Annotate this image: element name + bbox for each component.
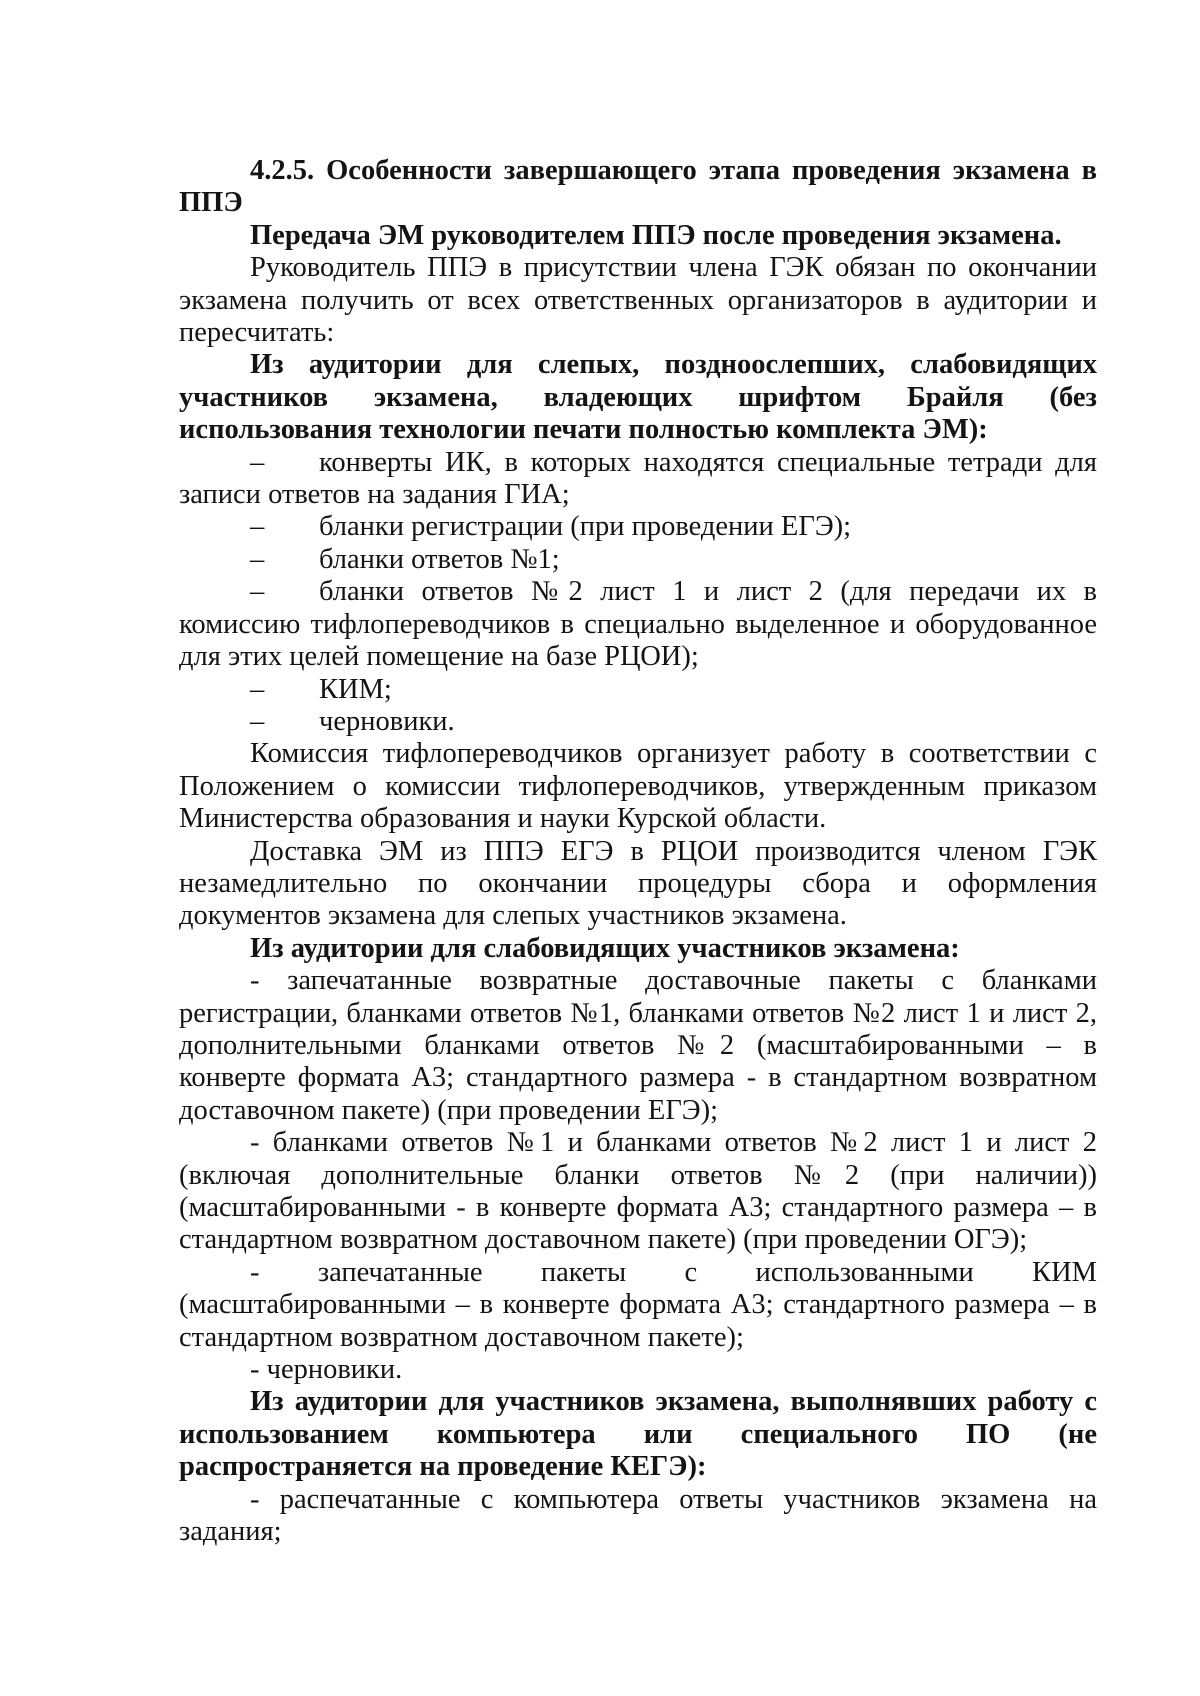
list-item-text: черновики. (319, 705, 455, 737)
list-item (179, 706, 1097, 738)
list-item: - запечатанные пакеты с использованными КИМ (масштабированными – в конверте формата А3; стандартного размера – в стандартном возвратном доставочном пакете); (179, 1256, 1097, 1353)
dash-marker: – (250, 673, 265, 705)
dash-marker: – (250, 446, 265, 478)
intro-paragraph: Руководитель ППЭ в присутствии члена ГЭК обязан по окончании экзамена получить от всех ответственных организаторов в аудитории и пересчитать: (179, 252, 1097, 349)
list-item (179, 511, 1097, 543)
list-item-text: бланки ответов №1; (319, 543, 560, 575)
list-item: - бланками ответов №1 и бланками ответов №2 лист 1 и лист 2 (включая дополнительные бланки ответов №2 (при наличии)) (масштабированными - в конверте формата А3; стандартного размера – в стандартном возвратном доставочном пакете) (при проведении ОГЭ); (179, 1127, 1097, 1256)
computer-audience-heading: Из аудитории для участников экзамена, выполнявших работу с использованием компьютера или специального ПО (не распространяется на проведение КЕГЭ): (179, 1386, 1097, 1483)
blind-audience-heading: Из аудитории для слепых, поздноослепших, слабовидящих участников экзамена, владеющих шрифтом Брайля (без использования технологии печати полностью комплекта ЭМ): (179, 349, 1097, 446)
list-item: - черновики. (250, 1354, 403, 1386)
list-item (179, 674, 1097, 706)
dash-marker: – (250, 705, 265, 737)
blind-items-list (179, 447, 1097, 739)
list-item-text: КИМ; (319, 673, 392, 705)
list-item (179, 544, 1097, 576)
dash-marker: – (250, 543, 265, 575)
transfer-heading: Передача ЭМ руководителем ППЭ после проведения экзамена. (250, 219, 1062, 251)
section-heading: 4.2.5. Особенности завершающего этапа проведения экзамена в ППЭ (179, 155, 1097, 219)
list-item (179, 576, 1097, 673)
document-body (179, 155, 1097, 1548)
list-item-text: конверты ИК, в которых находятся специальные тетради для записи ответов на задания ГИА; (179, 446, 1097, 511)
dash-marker: – (250, 576, 265, 608)
low-vision-items-list (179, 965, 1097, 1386)
delivery-paragraph: Доставка ЭМ из ППЭ ЕГЭ в РЦОИ производится членом ГЭК незамедлительно по окончании процедуры сбора и оформления документов экзамена для слепых участников экзамена. (179, 835, 1097, 932)
low-vision-heading: Из аудитории для слабовидящих участников экзамена: (250, 932, 960, 964)
commission-paragraph: Комиссия тифлопереводчиков организует работу в соответствии с Положением о комиссии тифлопереводчиков, утвержденным приказом Министерства образования и науки Курской области. (179, 738, 1097, 835)
list-item-text: бланки ответов №2 лист 1 и лист 2 (для передачи их в комиссию тифлопереводчиков в специально выделенное и оборудованное для этих целей помещение на базе РЦОИ); (179, 576, 1097, 673)
list-item-text: бланки регистрации (при проведении ЕГЭ); (319, 511, 852, 543)
dash-marker: – (250, 511, 265, 543)
computer-items-list (179, 1484, 1097, 1549)
list-item: - распечатанные с компьютера ответы участников экзамена на задания; (179, 1483, 1097, 1548)
list-item (179, 447, 1097, 512)
list-item: - запечатанные возвратные доставочные пакеты с бланками регистрации, бланками ответов №1, бланками ответов №2 лист 1 и лист 2, дополнительными бланками ответов №2 (масштабированными – в конверте формата А3; стандартного размера - в стандартном возвратном доставочном пакете) (при проведении ЕГЭ); (179, 965, 1097, 1126)
